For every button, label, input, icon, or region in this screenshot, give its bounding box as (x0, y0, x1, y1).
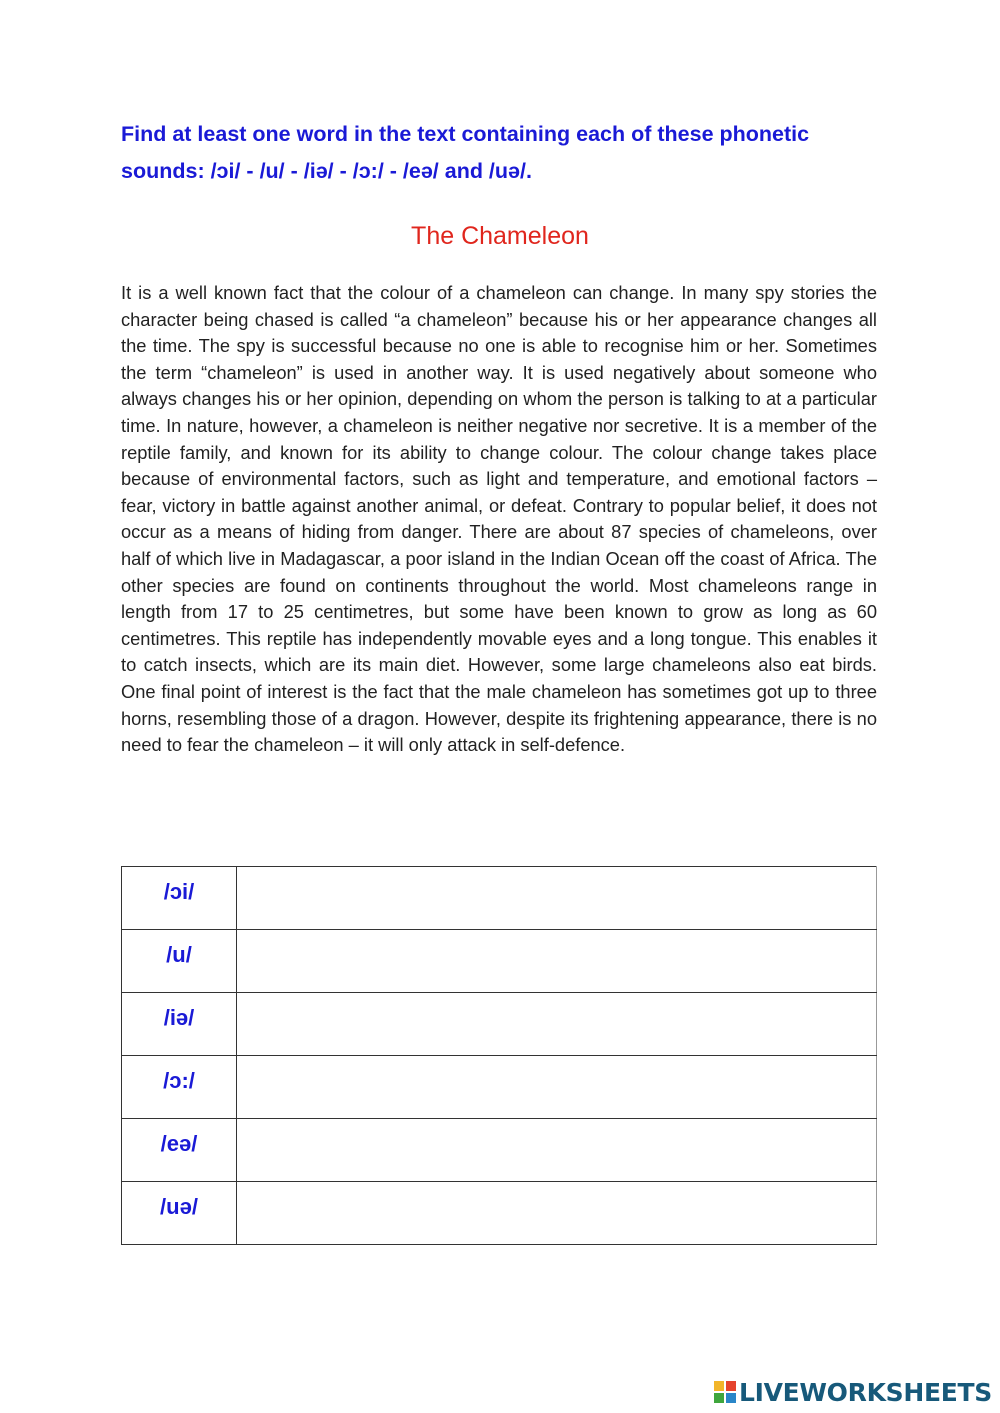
instructions: Find at least one word in the text containing each of these phonetic sounds: /ɔi/ - /u/ - /iə/ - /ɔ:/ - /eə/ and /uə/. (121, 122, 810, 183)
brand-name: LIVEWORKSHEETS (738, 1377, 992, 1407)
liveworksheets-logo-icon (714, 1381, 736, 1403)
phonetic-symbol: /iə/ (122, 993, 237, 1056)
answer-field[interactable] (237, 930, 877, 993)
answer-field[interactable] (237, 1119, 877, 1182)
table-row (122, 993, 877, 1056)
answer-field[interactable] (237, 867, 877, 930)
phonetic-symbol: /eə/ (122, 1119, 237, 1182)
table-row (122, 1182, 877, 1245)
phonetic-symbol: /ɔ:/ (122, 1056, 237, 1119)
phonetic-symbol: /u/ (122, 930, 237, 993)
phonetic-symbol: /ɔi/ (122, 867, 237, 930)
table-row (122, 1119, 877, 1182)
page-title: The Chameleon (411, 222, 589, 250)
table-row (122, 1056, 877, 1119)
answer-field[interactable] (237, 1056, 877, 1119)
phonetic-answer-table (121, 866, 877, 1245)
brand-watermark (714, 1377, 992, 1407)
article-text: It is a well known fact that the colour of a chameleon can change. In many spy stories the character being chased is called “a chameleon” because his or her appearance changes all the time. The spy is successful because no one is able to recognise him or her. Sometimes the term “chameleon” is used in another way. It is used negatively about someone who always changes his or her opinion, depending on whom the person is talking to at a particular time. In nature, however, a chameleon is neither negative nor secretive. It is a member of the reptile family, and known for its ability to change colour. The colour change takes place because of environmental factors, such as light and temperature, and emotional factors – fear, victory in battle against another animal, or defeat. Contrary to popular belief, it does not occur as a means of hiding from danger. There are about 87 species of chameleons, over half of which live in Madagascar, a poor island in the Indian Ocean off the coast of Africa. The other species are found on continents throughout the world. Most chameleons range in length from 17 to 25 centimetres, but some have been known to grow as long as 60 centimetres. This reptile has independently movable eyes and a long tongue. This enables it to catch insects, which are its main diet. However, some large chameleons also eat birds. One final point of interest is the fact that the male chameleon has sometimes got up to three horns, resembling those of a dragon. However, despite its frightening appearance, there is no need to fear the chameleon – it will only attack in self-defence. (121, 282, 877, 756)
table-row (122, 867, 877, 930)
phonetic-symbol: /uə/ (122, 1182, 237, 1245)
answer-field[interactable] (237, 993, 877, 1056)
table-row (122, 930, 877, 993)
answer-field[interactable] (237, 1182, 877, 1245)
